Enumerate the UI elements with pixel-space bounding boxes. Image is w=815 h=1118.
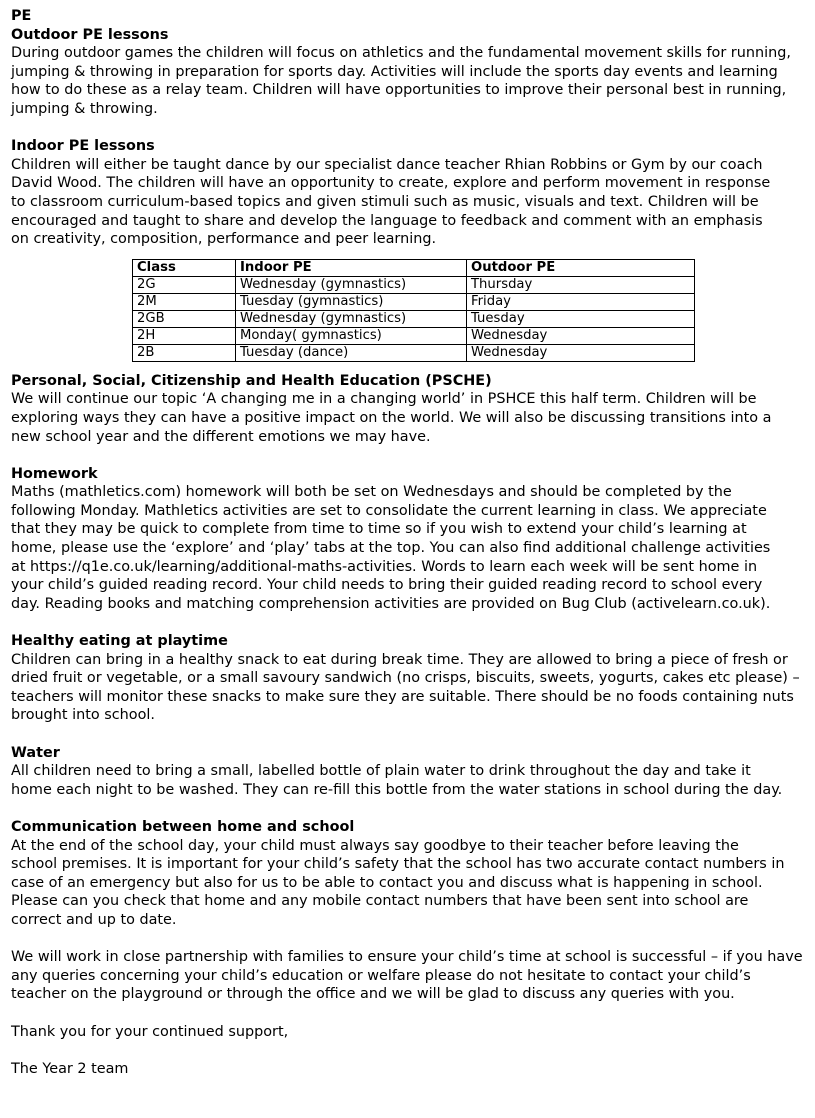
class-cell: 2H — [133, 327, 236, 344]
closing-signoff: The Year 2 team — [11, 1060, 129, 1077]
class-cell: 2M — [133, 293, 236, 310]
partnership-line: We will work in close partnership with families to ensure your child’s time at school is successful – if you have — [11, 949, 803, 966]
psche-heading: Personal, Social, Citizenship and Health Education (PSCHE) — [11, 372, 492, 389]
table-row — [133, 276, 695, 293]
outdoor-pe-heading: Outdoor PE lessons — [11, 26, 169, 43]
homework-line: day. Reading books and matching comprehension activities are provided on Bug Club (activelearn.co.uk). — [11, 595, 771, 612]
class-cell: 2G — [133, 276, 236, 293]
healthy-eating-line: dried fruit or vegetable, or a small savoury sandwich (no crisps, biscuits, sweets, yogurts, cakes etc please) – — [11, 670, 800, 687]
healthy-eating-line: brought into school. — [11, 707, 155, 724]
table-row — [133, 310, 695, 327]
psche-line: We will continue our topic ‘A changing me in a changing world’ in PSHCE this half term. Children will be — [11, 391, 757, 408]
psche-section — [11, 372, 811, 446]
closing-section — [11, 1023, 811, 1079]
communication-line: correct and up to date. — [11, 911, 177, 928]
homework-line: following Monday. Mathletics activities are set to consolidate the current learning in class. We appreciate — [11, 502, 767, 519]
indoor-pe-cell: Tuesday (dance) — [236, 344, 467, 361]
outdoor-pe-line: jumping & throwing. — [11, 100, 158, 117]
table-header-row — [133, 259, 695, 276]
homework-line: your child’s guided reading record. Your child needs to bring their guided reading record to school every — [11, 577, 763, 594]
homework-line: Maths (mathletics.com) homework will both be set on Wednesdays and should be completed by the — [11, 484, 732, 501]
pe-timetable-wrapper — [132, 259, 811, 362]
table-row — [133, 344, 695, 361]
water-line: home each night to be washed. They can re-fill this bottle from the water stations in school during the day. — [11, 781, 783, 798]
document-page — [11, 7, 811, 1078]
indoor-pe-cell: Wednesday (gymnastics) — [236, 310, 467, 327]
pe-section — [11, 7, 811, 249]
class-cell: 2GB — [133, 310, 236, 327]
communication-heading: Communication between home and school — [11, 818, 355, 835]
table-row — [133, 327, 695, 344]
outdoor-pe-cell: Friday — [467, 293, 695, 310]
homework-heading: Homework — [11, 465, 98, 482]
indoor-pe-line: encouraged and taught to share and develop the language to feedback and comment with an emphasis — [11, 212, 763, 229]
column-header-outdoor-pe: Outdoor PE — [467, 259, 695, 276]
communication-line: Please can you check that home and any mobile contact numbers that have been sent into school are — [11, 893, 749, 910]
homework-line: home, please use the ‘explore’ and ‘play’ tabs at the top. You can also find additional challenge activities — [11, 540, 771, 557]
water-section — [11, 744, 811, 800]
indoor-pe-line: to classroom curriculum-based topics and given stimuli such as music, visuals and text. Children will be — [11, 193, 759, 210]
outdoor-pe-line: During outdoor games the children will focus on athletics and the fundamental movement skills for running, — [11, 45, 791, 62]
outdoor-pe-cell: Wednesday — [467, 327, 695, 344]
healthy-eating-line: Children can bring in a healthy snack to eat during break time. They are allowed to bring a piece of fresh or — [11, 651, 788, 668]
outdoor-pe-cell: Thursday — [467, 276, 695, 293]
homework-line: at https://q1e.co.uk/learning/additional-maths-activities. Words to learn each week will be sent home in — [11, 558, 758, 575]
pe-title: PE — [11, 8, 32, 24]
partnership-line: any queries concerning your child’s education or welfare please do not hesitate to contact your child’s — [11, 967, 751, 984]
communication-line: At the end of the school day, your child must always say goodbye to their teacher before leaving the — [11, 837, 739, 854]
healthy-eating-section — [11, 632, 811, 725]
water-heading: Water — [11, 744, 60, 761]
indoor-pe-cell: Monday( gymnastics) — [236, 327, 467, 344]
psche-line: exploring ways they can have a positive impact on the world. We will also be discussing transitions into a — [11, 409, 772, 426]
communication-line: case of an emergency but also for us to be able to contact you and discuss what is happening in school. — [11, 874, 763, 891]
class-cell: 2B — [133, 344, 236, 361]
indoor-pe-heading: Indoor PE lessons — [11, 138, 155, 155]
indoor-pe-line: David Wood. The children will have an opportunity to create, explore and perform movement in response — [11, 175, 771, 192]
closing-thanks: Thank you for your continued support, — [11, 1023, 289, 1040]
outdoor-pe-cell: Tuesday — [467, 310, 695, 327]
communication-section — [11, 818, 811, 1004]
water-line: All children need to bring a small, labelled bottle of plain water to drink throughout the day and take it — [11, 763, 751, 780]
indoor-pe-cell: Wednesday (gymnastics) — [236, 276, 467, 293]
indoor-pe-line: on creativity, composition, performance and peer learning. — [11, 231, 437, 248]
homework-section — [11, 465, 811, 614]
outdoor-pe-cell: Wednesday — [467, 344, 695, 361]
column-header-indoor-pe: Indoor PE — [236, 259, 467, 276]
psche-line: new school year and the different emotions we may have. — [11, 428, 431, 445]
pe-timetable — [132, 259, 695, 362]
communication-line: school premises. It is important for your child’s safety that the school has two accurate contact numbers in — [11, 856, 785, 873]
indoor-pe-line: Children will either be taught dance by our specialist dance teacher Rhian Robbins or Gym by our coach — [11, 156, 763, 173]
partnership-line: teacher on the playground or through the office and we will be glad to discuss any queries with you. — [11, 986, 735, 1003]
outdoor-pe-line: jumping & throwing in preparation for sports day. Activities will include the sports day events and learning — [11, 63, 778, 80]
indoor-pe-cell: Tuesday (gymnastics) — [236, 293, 467, 310]
outdoor-pe-line: how to do these as a relay team. Children will have opportunities to improve their personal best in running, — [11, 82, 787, 99]
table-row — [133, 293, 695, 310]
healthy-eating-heading: Healthy eating at playtime — [11, 633, 228, 650]
healthy-eating-line: teachers will monitor these snacks to make sure they are suitable. There should be no foods containing nuts — [11, 688, 794, 705]
homework-line: that they may be quick to complete from time to time so if you wish to extend your child’s learning at — [11, 521, 747, 538]
column-header-class: Class — [133, 259, 236, 276]
